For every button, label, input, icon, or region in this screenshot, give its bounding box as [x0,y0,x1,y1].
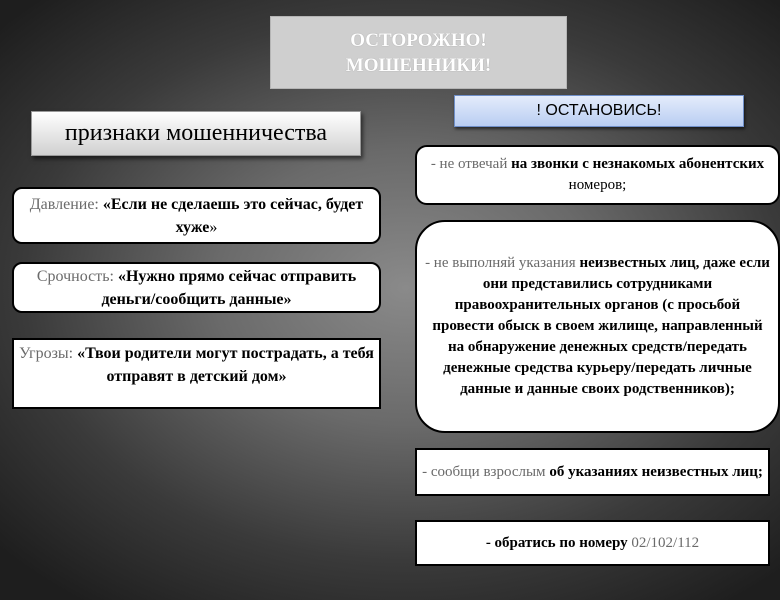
advice-no-answer-text: на звонки с незнакомых абонентских [511,156,765,172]
stop-banner: ! ОСТАНОВИСЬ! [454,95,744,127]
warning-title-line1: ОСТОРОЖНО! [350,30,487,51]
warning-title [270,16,567,89]
advice-no-obey-card [415,220,780,433]
signs-heading: признаки мошенничества [31,111,361,156]
advice-tell-adults-label: - сообщи взрослым [422,463,546,480]
sign-urgency-card [12,262,381,313]
advice-call-card [415,520,770,566]
emergency-number: 02/102/112 [631,534,700,551]
sign-threats-card [12,338,381,409]
advice-no-obey-text: неизвестных лиц, даже если они представились сотрудниками правоохранительных органов (с просьбой провести обыск в своем жилище, направленный на обнаружение денежных средств/передать денежные средства курьеру/передать личные данные и данные своих родственников); [432,255,770,397]
sign-pressure-label: Давление: [29,195,99,213]
sign-pressure-text: «Если не сделаешь это сейчас, будет хуже [102,195,364,236]
sign-urgency-label: Срочность: [36,267,114,285]
sign-threats-label: Угрозы: [19,345,74,362]
warning-title-line2: МОШЕННИКИ! [345,55,492,76]
advice-no-answer-card [415,145,780,205]
sign-pressure-tail: » [209,218,218,236]
advice-call-text: - обратись по номеру [485,534,628,551]
sign-threats-text: «Твои родители могут пострадать, а тебя отправят в детский дом» [77,345,374,385]
advice-no-obey-label: - не выполняй указания [425,255,576,271]
sign-urgency-text: «Нужно прямо сейчас отправить деньги/сообщить данные» [101,267,357,308]
advice-no-answer-tail: номеров; [568,177,627,193]
advice-tell-adults-card [415,448,770,496]
advice-tell-adults-text: об указаниях неизвестных лиц; [549,463,763,480]
sign-pressure-card [12,187,381,244]
advice-no-answer-label: - не отвечай [430,156,508,172]
